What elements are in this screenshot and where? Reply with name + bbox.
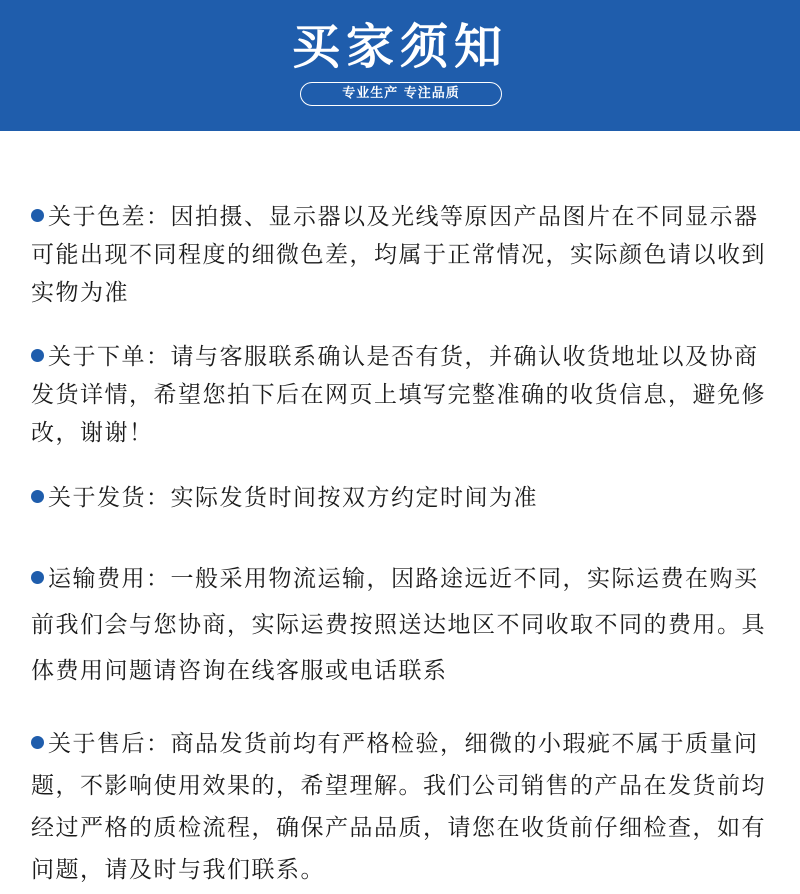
notice-text: 运输费用：一般采用物流运输，因路途远近不同，实际运费在购买前我们会与您协商，实际运费按照送达地区不同收取不同的费用。具体费用问题请咨询在线客服或电话联系 [31, 566, 766, 684]
header-banner [0, 0, 800, 131]
notice-ordering [31, 338, 776, 452]
notice-text: 关于发货：实际发货时间按双方约定时间为准 [48, 485, 538, 511]
notice-text: 关于售后：商品发货前均有严格检验，细微的小瑕疵不属于质量问题，不影响使用效果的，希望理解。我们公司销售的产品在发货前均经过严格的质检流程，确保产品品质，请您在收货前仔细检查，如有问题，请及时与我们联系。 [31, 731, 766, 883]
bullet-dot-icon [31, 349, 44, 362]
notice-after-sales [31, 723, 776, 891]
notice-color-difference [31, 198, 776, 312]
bullet-dot-icon [31, 490, 44, 503]
notice-shipping [31, 479, 776, 517]
notice-freight [31, 556, 776, 694]
bullet-dot-icon [31, 736, 44, 749]
notice-text: 关于色差：因拍摄、显示器以及光线等原因产品图片在不同显示器可能出现不同程度的细微色差，均属于正常情况，实际颜色请以收到实物为准 [31, 204, 766, 306]
bullet-dot-icon [31, 571, 44, 584]
tagline-badge: 专业生产 专注品质 [300, 82, 502, 106]
page-title: 买家须知 [291, 19, 508, 75]
notice-text: 关于下单：请与客服联系确认是否有货，并确认收货地址以及协商发货详情，希望您拍下后在网页上填写完整准确的收货信息，避免修改，谢谢！ [31, 344, 766, 446]
bullet-dot-icon [31, 209, 44, 222]
